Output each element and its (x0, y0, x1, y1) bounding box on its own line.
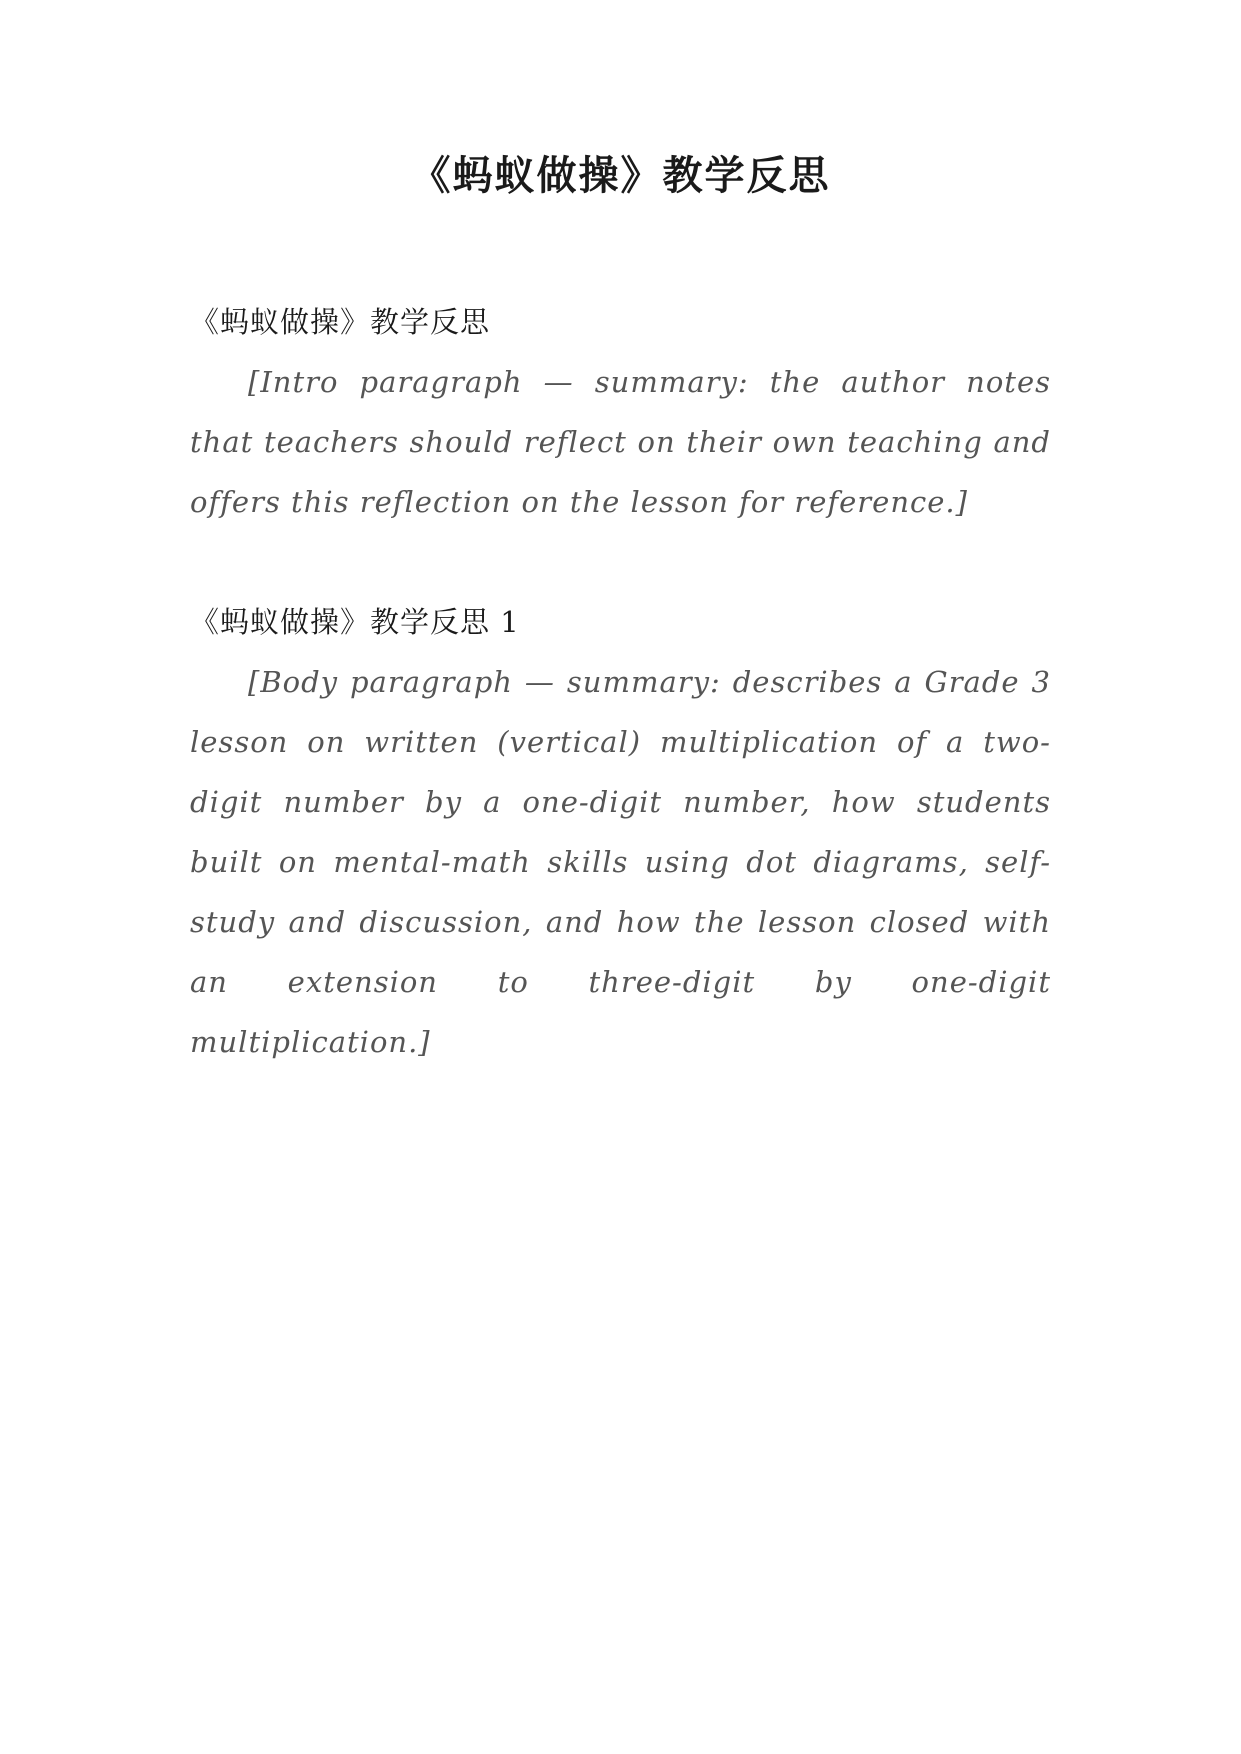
intro-paragraph: [Intro paragraph — summary: the author notes that teachers should reflect on their own teaching and offers this reflection on the lesson for reference.] (190, 365, 1051, 519)
document-title: 《蚂蚁做操》教学反思 (410, 152, 831, 199)
section-spacer (190, 532, 1051, 592)
intro-heading: 《蚂蚁做操》教学反思 (190, 305, 491, 339)
section-1-paragraph: [Body paragraph — summary: describes a Grade 3 lesson on written (vertical) multiplication of a two-digit number by a one-digit number, how students built on mental-math skills using dot diagrams, self-study and discussion, and how the lesson closed with an extension to three-digit by one-digit multiplication.] (190, 665, 1051, 1059)
section-1-heading: 《蚂蚁做操》教学反思 1 (190, 605, 520, 639)
